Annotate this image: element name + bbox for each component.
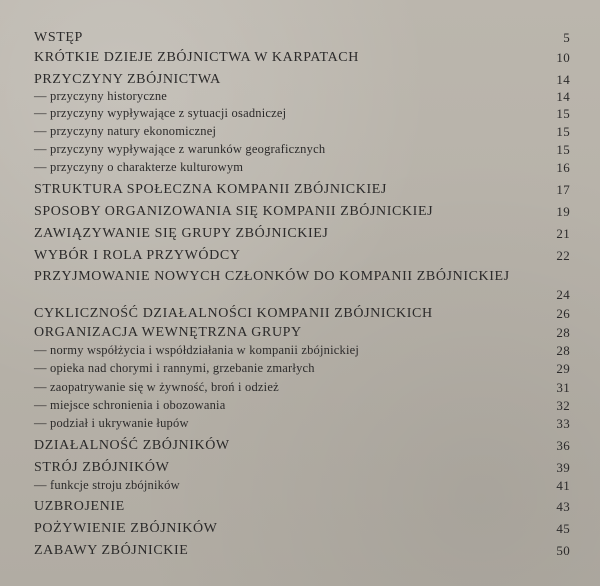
- toc-entry-title: WYBÓR I ROLA PRZYWÓDCY: [34, 248, 241, 263]
- toc-entry: [0, 30, 600, 50]
- toc-entry-title: — opieka nad chorymi i rannymi, grzebanie zmarłych: [34, 361, 315, 375]
- toc-entry-title: — zaopatrywanie się w żywność, broń i odzież: [34, 380, 279, 394]
- toc-entry: [0, 226, 600, 246]
- toc-entry-page: 17: [556, 182, 570, 197]
- toc-entry: [0, 325, 600, 345]
- toc-entry-title: STRÓJ ZBÓJNIKÓW: [34, 460, 170, 475]
- toc-entry-title: — przyczyny wypływające z sytuacji osadniczej: [34, 106, 287, 120]
- toc-entry-title: — podział i ukrywanie łupów: [34, 416, 189, 430]
- toc-entry-title: PRZYCZYNY ZBÓJNICTWA: [34, 72, 221, 87]
- toc-entry-page: 22: [556, 248, 570, 263]
- toc-subentry: [0, 398, 600, 418]
- toc-entry-title: DZIAŁALNOŚĆ ZBÓJNIKÓW: [34, 438, 230, 453]
- toc-entry: [0, 460, 600, 480]
- toc-entry-title: ORGANIZACJA WEWNĘTRZNA GRUPY: [34, 325, 302, 340]
- toc-subentry: [0, 416, 600, 436]
- toc-entry-page: 21: [556, 226, 570, 241]
- toc-entry-page: 31: [556, 380, 570, 395]
- toc-entry: [0, 50, 600, 70]
- toc-entry-title: KRÓTKIE DZIEJE ZBÓJNICTWA W KARPATACH: [34, 50, 359, 65]
- toc-entry-page: 14: [556, 72, 570, 87]
- toc-entry-page: 19: [556, 204, 570, 219]
- toc-entry-page: 32: [556, 398, 570, 413]
- toc-entry-page: 50: [556, 543, 570, 558]
- toc-entry-page: 15: [556, 106, 570, 121]
- toc-entry-page: 15: [556, 142, 570, 157]
- toc-entry-title: — miejsce schronienia i obozowania: [34, 398, 226, 412]
- toc-entry-page: 14: [556, 89, 570, 104]
- toc-entry-title: — przyczyny wypływające z warunków geograficznych: [34, 142, 326, 156]
- toc-entry-page: 24: [556, 287, 570, 302]
- toc-subentry: [0, 160, 600, 180]
- toc-subentry: [0, 380, 600, 400]
- toc-entry-title: POŻYWIENIE ZBÓJNIKÓW: [34, 521, 218, 536]
- toc-entry-title: UZBROJENIE: [34, 499, 125, 514]
- toc-entry-page: 28: [556, 343, 570, 358]
- toc-entry: [0, 499, 600, 519]
- toc-entry-page: 45: [556, 521, 570, 536]
- toc-entry-page: 36: [556, 438, 570, 453]
- toc-entry: [0, 306, 600, 326]
- toc-entry-page: 28: [556, 325, 570, 340]
- toc-entry-page: 10: [556, 50, 570, 65]
- toc-entry: [0, 248, 600, 268]
- toc-subentry: [0, 124, 600, 144]
- toc-entry: [0, 438, 600, 458]
- toc-entry-title: CYKLICZNOŚĆ DZIAŁALNOŚCI KOMPANII ZBÓJNICKICH: [34, 306, 433, 321]
- toc-entry-title: — funkcje stroju zbójników: [34, 478, 180, 492]
- toc-entry-title: SPOSOBY ORGANIZOWANIA SIĘ KOMPANII ZBÓJNICKIEJ: [34, 204, 434, 219]
- toc-entry-title: PRZYJMOWANIE NOWYCH CZŁONKÓW DO KOMPANII ZBÓJNICKIEJ: [34, 269, 510, 284]
- toc-entry-title: WSTĘP: [34, 30, 83, 45]
- toc-subentry: [0, 142, 600, 162]
- toc-entry: [0, 182, 600, 202]
- toc-entry-page: 5: [563, 30, 570, 45]
- toc-entry-page: 43: [556, 499, 570, 514]
- toc-entry: [0, 269, 600, 305]
- toc-subentry: [0, 106, 600, 126]
- toc-entry-page: 15: [556, 124, 570, 139]
- toc-entry-page: 29: [556, 361, 570, 376]
- toc-entry: [0, 543, 600, 563]
- toc-entry: [0, 204, 600, 224]
- toc-entry-title: STRUKTURA SPOŁECZNA KOMPANII ZBÓJNICKIEJ: [34, 182, 387, 197]
- toc-subentry: [0, 343, 600, 363]
- toc-entry-page: 39: [556, 460, 570, 475]
- toc-entry: [0, 521, 600, 541]
- toc-entry-page: 41: [556, 478, 570, 493]
- toc-entry-page: 16: [556, 160, 570, 175]
- toc-entry-page: 26: [556, 306, 570, 321]
- toc-entry-title: — przyczyny historyczne: [34, 89, 168, 103]
- toc-entry-title: — przyczyny o charakterze kulturowym: [34, 160, 244, 174]
- toc-entry-title: ZAWIĄZYWANIE SIĘ GRUPY ZBÓJNICKIEJ: [34, 226, 329, 241]
- toc-subentry: [0, 478, 600, 498]
- toc-entry-page: 33: [556, 416, 570, 431]
- toc-entry-title: — przyczyny natury ekonomicznej: [34, 124, 217, 138]
- toc-entry-title: ZABAWY ZBÓJNICKIE: [34, 543, 189, 558]
- toc-subentry: [0, 361, 600, 381]
- toc-entry-title: — normy współżycia i współdziałania w kompanii zbójnickiej: [34, 343, 360, 357]
